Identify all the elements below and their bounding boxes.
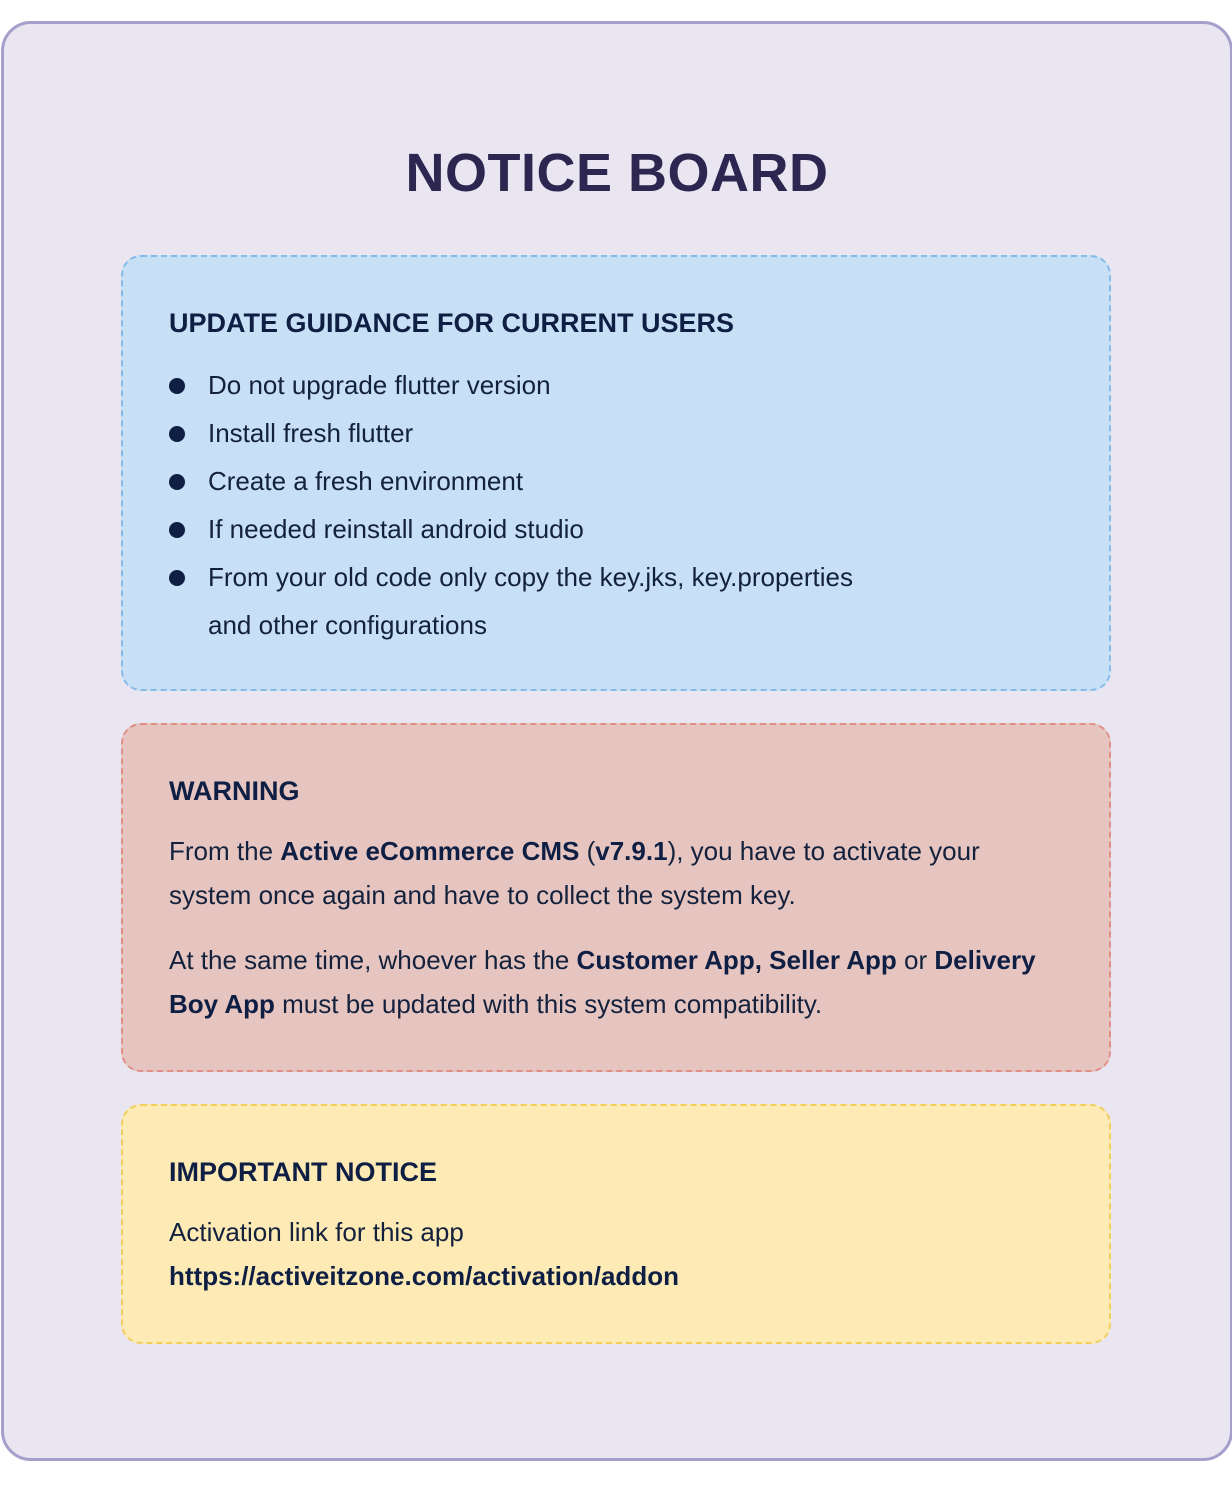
bullet-icon [169, 570, 185, 586]
app-names: Customer App, Seller App [576, 945, 897, 975]
warning-text: ), you have to activate your system once again and have to collect the system key. [169, 836, 980, 910]
bullet-icon [169, 474, 185, 490]
warning-text: must be updated with this system compatibility. [274, 989, 823, 1019]
product-name: Active eCommerce CMS [280, 836, 580, 866]
important-notice-paragraph [169, 1210, 1063, 1298]
list-item-text-continued: and other configurations [208, 610, 487, 640]
list-item [169, 505, 1063, 553]
bullet-icon [169, 426, 185, 442]
warning-paragraph-1 [169, 829, 1063, 917]
list-item-text: Install fresh flutter [208, 418, 414, 448]
list-item [169, 409, 1063, 457]
warning-text: From the [169, 836, 281, 866]
list-item [169, 553, 1063, 649]
list-item-text: Do not upgrade flutter version [208, 370, 551, 400]
update-guidance-heading: UPDATE GUIDANCE FOR CURRENT USERS [169, 308, 735, 338]
update-guidance-list [169, 361, 1063, 649]
warning-card [121, 723, 1111, 1072]
activation-text: Activation link for this app [169, 1217, 464, 1247]
notice-board [1, 21, 1232, 1461]
important-notice-heading: IMPORTANT NOTICE [169, 1157, 437, 1187]
warning-paragraph-2 [169, 938, 1063, 1026]
list-item-text: If needed reinstall android studio [208, 514, 584, 544]
warning-heading: WARNING [169, 776, 300, 806]
list-item-text: From your old code only copy the key.jks, key.properties [208, 562, 853, 592]
list-item [169, 457, 1063, 505]
list-item-text: Create a fresh environment [208, 466, 524, 496]
warning-text: or [896, 945, 935, 975]
update-guidance-card [121, 255, 1111, 691]
warning-text: ( [579, 836, 596, 866]
bullet-icon [169, 522, 185, 538]
important-notice-card [121, 1104, 1111, 1344]
version-number: v7.9.1 [595, 836, 668, 866]
warning-text: At the same time, whoever has the [169, 945, 577, 975]
app-name: Delivery Boy App [169, 945, 1036, 1019]
bullet-icon [169, 378, 185, 394]
list-item [169, 361, 1063, 409]
activation-link[interactable]: https://activeitzone.com/activation/addon [169, 1261, 679, 1291]
page-title: NOTICE BOARD [405, 143, 829, 203]
